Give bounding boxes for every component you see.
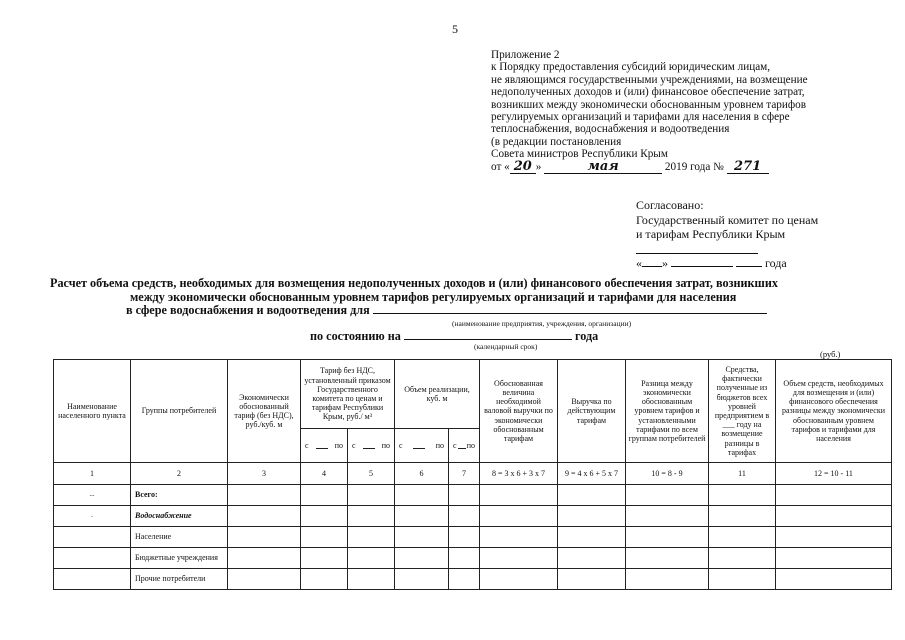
agreed-date-suffix: года (765, 255, 787, 270)
column-number: 11 (709, 463, 776, 485)
blank-year (736, 257, 762, 267)
row-group: Бюджетные учреждения (131, 548, 228, 569)
column-number: 4 (301, 463, 348, 485)
date-caption: (календарный срок) (474, 342, 538, 351)
appendix-line: теплоснабжения, водоснабжения и водоотведения (491, 123, 730, 136)
row-settlement (54, 548, 131, 569)
period-cell: с по (348, 429, 395, 463)
appendix-line: регулируемых организаций и тарифами для населения в сфере (491, 111, 790, 124)
period-cell: с по (301, 429, 348, 463)
table-row (54, 527, 892, 548)
column-number: 3 (228, 463, 301, 485)
period-cell: с по (395, 429, 449, 463)
number-row (54, 463, 892, 485)
header-volume: Объем реализации, куб. м (395, 360, 480, 429)
agreed-date-close: » (662, 255, 668, 270)
column-number: 12 = 10 - 11 (776, 463, 892, 485)
column-number: 6 (395, 463, 449, 485)
handwritten-number: 271 (727, 161, 769, 174)
state-prefix: по состоянию на (310, 329, 401, 343)
table-row (54, 548, 892, 569)
table-row (54, 506, 892, 527)
appendix-line: Совета министров Республики Крым (491, 148, 668, 161)
appendix-line: к Порядку предоставления субсидий юридическим лицам, (491, 61, 771, 74)
column-number: 5 (348, 463, 395, 485)
row-settlement: . (54, 506, 131, 527)
row-group: Водоснабжение (131, 506, 228, 527)
header-required-funds: Объем средств, необходимых для возмещения и (или) финансового обеспечения разницы между экономически обоснованным уровнем тарифов и тарифами для населения (776, 360, 892, 463)
state-suffix: года (574, 329, 599, 343)
column-number: 2 (131, 463, 228, 485)
column-number: 10 = 8 - 9 (626, 463, 709, 485)
document-title (50, 277, 850, 318)
table-row (54, 569, 892, 590)
header-justified-tariff: Экономически обоснованный тариф (без НДС), руб./куб. м (228, 360, 301, 463)
row-settlement (54, 527, 131, 548)
header-set-tariff: Тариф без НДС, установленный приказом Государственного комитета по ценам и тарифам Республики Крым, руб./ м³ (301, 360, 395, 429)
appendix-line: Приложение 2 (491, 49, 560, 61)
header-consumer-groups: Группы потребителей (131, 360, 228, 463)
title-line-3-text: в сфере водоснабжения и водоотведения для (126, 303, 370, 317)
org-name-blank (373, 304, 767, 314)
blank-month (671, 257, 733, 267)
row-settlement (54, 569, 131, 590)
appendix-block (491, 49, 841, 174)
column-number: 9 = 4 x 6 + 5 x 7 (558, 463, 626, 485)
row-group: Всего: (131, 485, 228, 506)
row-settlement: ... (54, 485, 131, 506)
org-caption: (наименование предприятия, учреждения, организации) (452, 319, 632, 328)
handwritten-month: мая (544, 161, 662, 174)
agreed-line-1: Государственный комитет по ценам (636, 212, 819, 227)
column-number: 1 (54, 463, 131, 485)
header-difference: Разница между экономически обоснованным уровнем тарифов и установленными тарифами по всем группам потребителей (626, 360, 709, 463)
state-date-blank (404, 330, 572, 340)
row-group: Прочие потребители (131, 569, 228, 590)
title-line-2: между экономически обоснованным уровнем тарифов регулируемых организаций и тарифами для населения (130, 289, 737, 304)
handwritten-day: 20 (510, 161, 536, 174)
table-row (54, 485, 892, 506)
date-year: 2019 года № (664, 160, 724, 173)
header-current-revenue: Выручка по действующим тарифам (558, 360, 626, 463)
appendix-line: возникших между экономически обоснованным уровнем тарифов (491, 98, 806, 111)
agreed-date-line (636, 256, 818, 271)
column-number: 7 (449, 463, 480, 485)
agreed-line-2: и тарифам Республики Крым (636, 227, 786, 241)
title-line-3 (50, 304, 850, 318)
blank-day (642, 257, 662, 267)
appendix-line: не являющимся государственными учреждениями, на возмещение (491, 73, 808, 86)
state-date-line (310, 329, 598, 344)
header-settlement: Наименование населенного пункта (54, 360, 131, 463)
header-budget-funds: Средства, фактически полученные из бюджетов всех уровней предприятием в ___ году на возмещение разницы в тарифах (709, 360, 776, 463)
appendix-line: (в редакции постановления (491, 135, 622, 148)
appendix-line: недополученных доходов и (или) финансовое обеспечение затрат, (491, 86, 805, 99)
page-number: 5 (452, 22, 458, 36)
row-group: Население (131, 527, 228, 548)
agreed-date-open: « (636, 255, 642, 270)
appendix-date-line (491, 158, 841, 174)
signature-line (636, 242, 758, 254)
unit-label: (руб.) (820, 349, 841, 359)
date-sep: » (535, 160, 542, 173)
title-line-1: Расчет объема средств, необходимых для возмещения недополученных доходов и (или) финансового обеспечения затрат, возникших (50, 276, 778, 290)
column-number: 8 = 3 x 6 + 3 x 7 (480, 463, 558, 485)
header-required-revenue: Обоснованная величина необходимой валовой выручки по экономически обоснованным тарифам (480, 360, 558, 463)
header-row (54, 360, 892, 429)
period-cell: с по (449, 429, 480, 463)
calculation-table (53, 359, 892, 590)
date-prefix: от « (491, 160, 510, 173)
agreed-heading: Согласовано: (636, 198, 704, 212)
agreed-block (636, 198, 818, 270)
